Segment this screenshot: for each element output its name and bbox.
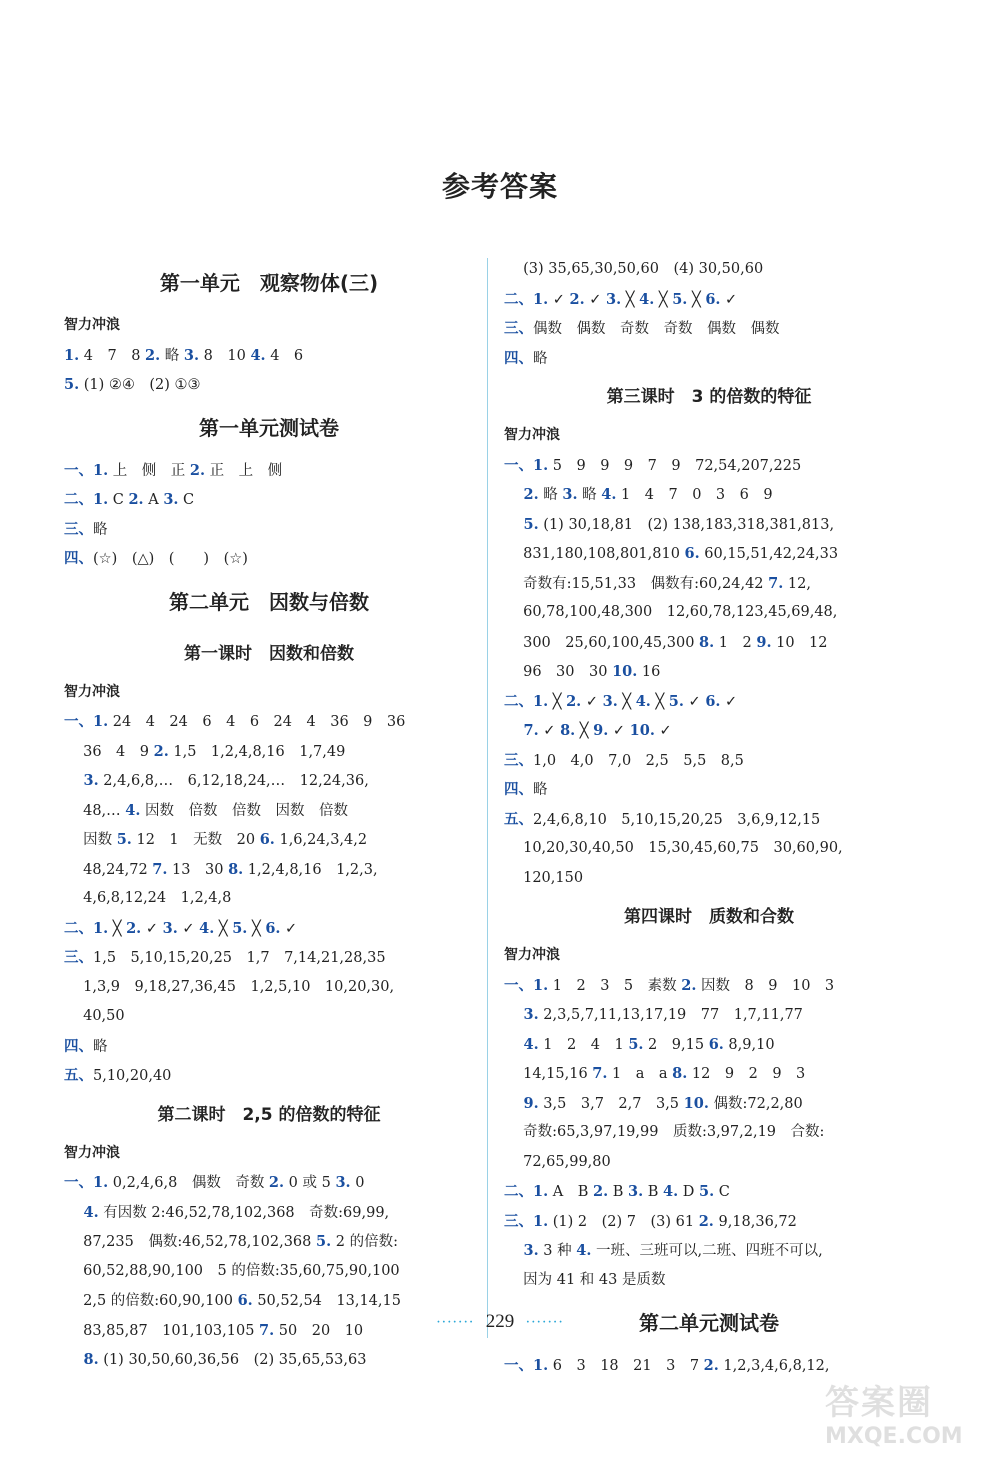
answer-text: 48,… [64, 802, 126, 819]
answer-line [64, 1061, 474, 1091]
question-number: 3. [504, 1006, 539, 1023]
answer-text: ╳ [247, 920, 266, 937]
answer-line [504, 746, 914, 776]
question-number: 2. [681, 976, 697, 994]
question-number: 5. [672, 290, 688, 308]
answer-line [504, 1118, 914, 1148]
question-number: 8. [64, 1351, 99, 1368]
answer-text: 1 4 7 0 3 6 9 [616, 487, 773, 503]
answer-text: ╳ [687, 291, 706, 308]
answer-line [64, 1032, 474, 1062]
answer-text: ✓ [538, 723, 561, 739]
answer-line [504, 598, 914, 628]
answer-line [64, 707, 474, 737]
question-number: 四、 [504, 781, 533, 798]
question-number: 3. [163, 491, 179, 508]
question-number: 7. [259, 1321, 275, 1339]
answer-text: B [608, 1184, 629, 1200]
question-number: 5. [699, 1183, 715, 1200]
question-number: 6. [259, 831, 275, 848]
answer-line [504, 1148, 914, 1178]
question-number: 四、 [504, 349, 533, 367]
answer-text: 8,9,10 [723, 1036, 775, 1053]
footer-dots-right: ······· [525, 1314, 564, 1331]
answer-text: D [678, 1184, 700, 1200]
answer-line [64, 766, 474, 796]
question-number: 2. [698, 1212, 714, 1230]
question-number: 8. [672, 1065, 688, 1082]
question-number: 3. [628, 1183, 644, 1200]
subsection-label: 智力冲浪 [64, 317, 120, 333]
answer-text: 50,52,54 13,14,15 [252, 1293, 401, 1309]
answer-line [64, 884, 474, 914]
answer-line [64, 1345, 474, 1375]
answer-text: 奇数:65,3,97,19,99 质数:3,97,2,19 合数: [504, 1124, 825, 1140]
answer-text: 12 9 2 9 3 [687, 1066, 806, 1082]
question-number: 3. [64, 772, 99, 789]
answer-line [504, 480, 914, 510]
answer-line [504, 255, 914, 285]
answer-text: 14,15,16 [504, 1066, 593, 1082]
answer-line [64, 456, 474, 486]
question-number: 7. [768, 574, 784, 592]
section-heading: 第二单元 因数与倍数 [169, 589, 369, 614]
page-footer [0, 1311, 1000, 1333]
footer-dots-left: ······· [436, 1314, 475, 1331]
watermark-line1: 答案圈 [825, 1383, 933, 1423]
answer-line [64, 515, 474, 545]
answer-line [504, 1207, 914, 1237]
question-number: 五、 [504, 810, 533, 828]
section-heading: 第二单元测试卷 [639, 1311, 779, 1335]
answer-line [504, 1177, 914, 1207]
question-number: 2. [593, 1183, 609, 1200]
answer-line [504, 1266, 914, 1296]
question-number: 3. [602, 692, 618, 710]
question-number: 二、1. [64, 919, 109, 937]
question-number: 8. [228, 860, 244, 878]
answer-text: 1,5 1,2,4,8,16 1,7,49 [168, 743, 346, 760]
answer-text: ╳ [108, 920, 127, 937]
answer-text: 16 [637, 664, 661, 680]
question-number: 2. [268, 1174, 285, 1191]
answer-text: 1,5 5,10,15,20,25 1,7 7,14,21,28,35 [93, 950, 386, 966]
question-number: 6. [237, 1292, 253, 1309]
answer-line [504, 569, 914, 599]
question-number: 4. [250, 346, 266, 364]
answer-text: 83,85,87 101,103,105 [64, 1322, 260, 1339]
question-number: 2. [126, 919, 142, 937]
answer-text: 略 [93, 521, 108, 538]
answer-text: 略 [93, 1038, 108, 1055]
answer-text: (1) 30,18,81 (2) 138,183,318,381,813, [538, 516, 835, 533]
answer-text: 略 [538, 487, 563, 503]
answer-text: 3,5 3,7 2,7 3,5 [538, 1095, 684, 1112]
answer-text: ╳ [214, 920, 233, 937]
answer-text: ╳ [617, 693, 636, 710]
answer-line [504, 1000, 914, 1030]
question-number: 2. [128, 491, 144, 508]
answer-line [504, 285, 914, 315]
answer-line [64, 1257, 474, 1287]
answer-text: 36 4 9 [64, 743, 154, 760]
answer-text: 略 [533, 782, 548, 798]
answer-text: 一班、三班可以,二班、四班不可以, [591, 1243, 823, 1259]
answer-text: 奇数有:15,51,33 偶数有:60,24,42 [504, 575, 769, 592]
answer-line [64, 544, 474, 574]
answer-text: 0,2,4,6,8 偶数 奇数 [108, 1175, 269, 1191]
answer-line [504, 716, 914, 746]
answer-text: 120,150 [504, 869, 584, 886]
answer-text: 2,4,6,8,… 6,12,18,24,… 12,24,36, [98, 773, 369, 789]
answer-text: 72,65,99,80 [504, 1153, 611, 1170]
question-number: 6. [705, 290, 721, 308]
question-number: 6. [708, 1035, 724, 1053]
question-number: 3. [562, 486, 578, 503]
section-heading: 第一单元测试卷 [199, 415, 339, 440]
answer-text: A [143, 492, 164, 508]
answer-text: (☆) (△) ( ) (☆) [93, 551, 248, 567]
answer-text: 0 [350, 1175, 365, 1191]
question-number: 10. [612, 663, 638, 680]
question-number: 二、1. [504, 1183, 549, 1200]
answer-text: 1,0 4,0 7,0 2,5 5,5 8,5 [533, 752, 744, 769]
question-number: 4. [64, 1203, 99, 1221]
question-number: 4. [199, 919, 215, 937]
answer-line [504, 451, 914, 481]
answer-text: 2,4,6,8,10 5,10,15,20,25 3,6,9,12,15 [533, 811, 821, 828]
page-title: 参考答案 [441, 170, 558, 203]
answer-text: 因数 [64, 832, 117, 848]
question-number: 二、1. [64, 491, 109, 508]
answer-text: ✓ [720, 693, 738, 710]
answer-line [504, 539, 914, 569]
answer-text: 2 9,15 [643, 1036, 709, 1053]
answer-text: 10,20,30,40,50 15,30,45,60,75 30,60,90, [504, 840, 843, 856]
column-divider [487, 258, 488, 1338]
answer-line [64, 825, 474, 855]
question-number: 一、1. [64, 1174, 109, 1191]
answer-text: 1,2,4,8,16 1,2,3, [243, 861, 378, 878]
answer-text: 因数 8 9 10 3 [696, 977, 835, 994]
answer-text: ✓ [584, 291, 607, 308]
answer-line [504, 687, 914, 717]
question-number: 4. [601, 486, 617, 503]
answer-text: 8 10 [199, 347, 251, 364]
answer-line [64, 855, 474, 885]
question-number: 7. [152, 860, 168, 878]
answer-line [64, 796, 474, 826]
question-number: 6. [684, 545, 700, 562]
answer-text: (3) 35,65,30,50,60 (4) 30,50,60 [504, 261, 764, 277]
answer-text: ✓ [654, 723, 672, 739]
answer-line [64, 973, 474, 1003]
question-number: 4. [663, 1183, 679, 1200]
answer-text: 略 [577, 487, 602, 503]
answer-text: 5 9 9 9 7 9 72,54,207,225 [548, 457, 802, 474]
question-number: 10. [683, 1094, 709, 1112]
answer-text: 60,52,88,90,100 5 的倍数:35,60,75,90,100 [64, 1262, 400, 1279]
question-number: 三、 [64, 520, 93, 538]
question-number: 5. [668, 692, 684, 710]
answer-text: 上 侧 正 [108, 462, 190, 479]
answer-text: ✓ [177, 920, 200, 937]
answer-line [504, 834, 914, 864]
answer-text: ✓ [548, 291, 570, 308]
answer-text: 2,5 的倍数:60,90,100 [64, 1293, 238, 1309]
answer-text: 0 或 5 [284, 1175, 336, 1191]
answer-text: 12 1 无数 20 [131, 832, 260, 848]
question-number: 9. [756, 633, 772, 651]
answer-line [64, 341, 474, 371]
answer-text: ✓ [720, 291, 738, 308]
question-number: 2. [569, 290, 585, 308]
watermark-line2: MXQE.COM [825, 1424, 963, 1449]
answer-text: 12, [783, 575, 811, 592]
answer-text: 1 2 3 5 素数 [548, 977, 682, 994]
answer-text: 50 20 10 [274, 1322, 364, 1339]
answer-text: 1 a a [607, 1066, 673, 1082]
question-number: 6. [265, 919, 281, 937]
section-heading: 第一单元 观察物体(三) [159, 271, 379, 295]
question-number: 二、1. [504, 290, 549, 308]
answer-text: 1 2 4 1 [538, 1036, 629, 1053]
answer-text: 1,2,3,4,6,8,12, [718, 1358, 830, 1374]
answer-text: 正 上 侧 [205, 462, 283, 479]
answer-text: 偶数 偶数 奇数 奇数 偶数 偶数 [533, 321, 780, 337]
answer-text: 略 [533, 350, 548, 367]
answer-text: 因数 倍数 倍数 因数 倍数 [140, 802, 349, 819]
question-number: 一、1. [504, 1357, 549, 1374]
answer-text: ╳ [650, 693, 669, 710]
question-number: 6. [705, 692, 721, 710]
answer-line [64, 1198, 474, 1228]
question-number: 2. [189, 461, 205, 479]
question-number: 4. [125, 801, 141, 819]
answer-text: ✓ [280, 920, 298, 937]
question-number: 三、 [504, 320, 533, 337]
watermark-logo [825, 1375, 995, 1455]
question-number: 4. [635, 692, 651, 710]
answer-text: A B [548, 1184, 593, 1200]
question-number: 三、 [504, 751, 533, 769]
question-number: 一、1. [504, 456, 549, 474]
answer-text: 96 30 30 [504, 664, 613, 680]
question-number: 4. [576, 1242, 592, 1259]
question-number: 五、 [64, 1067, 93, 1084]
question-number: 三、1. [504, 1212, 549, 1230]
question-number: 3. [335, 1174, 351, 1191]
answer-line [504, 1059, 914, 1089]
answer-line [504, 628, 914, 658]
answer-text: ╳ [654, 291, 673, 308]
answer-text: 831,180,108,801,810 [504, 546, 685, 562]
question-number: 5. [628, 1035, 644, 1053]
question-number: 3. [606, 290, 622, 308]
answer-text: 60,78,100,48,300 12,60,78,123,45,69,48, [504, 604, 838, 620]
answer-text: 4 6 [265, 347, 304, 364]
answer-text: 1 2 [714, 634, 757, 651]
answer-line [504, 775, 914, 805]
answer-text: 40,50 [64, 1008, 125, 1024]
answer-text: 有因数 2:46,52,78,102,368 奇数:69,99, [98, 1204, 390, 1221]
answer-line [504, 510, 914, 540]
question-number: 3. [504, 1242, 539, 1259]
question-number: 9. [593, 722, 609, 739]
question-number: 5. [64, 376, 80, 393]
section-heading: 第三课时 3 的倍数的特征 [606, 387, 812, 407]
question-number: 一、1. [504, 976, 549, 994]
answer-text: ✓ [141, 920, 163, 937]
question-number: 一、1. [64, 713, 109, 730]
answer-text: 偶数:72,2,80 [708, 1095, 803, 1112]
answer-line [504, 805, 914, 835]
answer-line [504, 1030, 914, 1060]
answer-text: 10 12 [771, 634, 828, 651]
answer-line [504, 1089, 914, 1119]
subsection-label: 智力冲浪 [64, 683, 120, 700]
answer-text: 48,24,72 [64, 861, 153, 878]
question-number: 2. [703, 1357, 719, 1374]
answer-line [504, 657, 914, 687]
answer-text: 4,6,8,12,24 1,2,4,8 [64, 890, 232, 906]
answer-text: 9,18,36,72 [713, 1213, 797, 1230]
answer-text: 略 [160, 347, 184, 364]
answer-text: ✓ [581, 693, 603, 710]
question-number: 3. [162, 919, 178, 937]
answer-text: (1) 2 (2) 7 (3) 61 [548, 1213, 699, 1230]
answer-text: 60,15,51,42,24,33 [699, 546, 839, 562]
answer-line [64, 1227, 474, 1257]
answer-text: 6 3 18 21 3 7 [548, 1358, 704, 1374]
question-number: 2. [153, 742, 169, 760]
question-number: 1. [64, 346, 80, 364]
answer-text: C [108, 492, 129, 508]
answer-text: 87,235 偶数:46,52,78,102,368 [64, 1234, 316, 1250]
question-number: 7. [592, 1065, 608, 1082]
question-number: 3. [183, 346, 200, 364]
question-number: 一、1. [64, 461, 109, 479]
page-number: 229 [485, 1311, 515, 1332]
answer-line [64, 370, 474, 400]
answer-line [504, 344, 914, 374]
question-number: 8. [560, 722, 576, 739]
answer-text: 300 25,60,100,45,300 [504, 634, 700, 651]
answer-text: (1) ②④ (2) ①③ [79, 377, 201, 393]
answer-text: 1,3,9 9,18,27,36,45 1,2,5,10 10,20,30, [64, 978, 395, 995]
answer-line [64, 1168, 474, 1198]
right-column [504, 255, 914, 1381]
subsection-label: 智力冲浪 [504, 947, 560, 963]
answer-text: 24 4 24 6 4 6 24 4 36 9 36 [108, 714, 406, 730]
answer-line [64, 737, 474, 767]
answer-line [64, 914, 474, 944]
question-number: 2. [145, 346, 161, 364]
answer-line [64, 1002, 474, 1032]
answer-text: 1,6,24,3,4,2 [274, 832, 368, 848]
answer-text: 2 的倍数: [331, 1234, 398, 1250]
subsection-label: 智力冲浪 [504, 427, 560, 443]
answer-text: B [643, 1184, 664, 1200]
answer-text: 3 种 [538, 1243, 577, 1259]
section-heading: 第一课时 因数和倍数 [184, 643, 354, 664]
question-number: 9. [504, 1094, 539, 1112]
section-heading: 第四课时 质数和合数 [624, 907, 794, 927]
answer-text: ✓ [608, 723, 630, 739]
answer-text: ╳ [621, 291, 640, 308]
answer-line [64, 943, 474, 973]
question-number: 三、 [64, 949, 93, 966]
answer-text: 13 30 [167, 861, 229, 878]
question-number: 10. [629, 722, 655, 739]
subsection-label: 智力冲浪 [64, 1144, 120, 1161]
answer-text: ╳ [548, 693, 567, 710]
answer-line [504, 864, 914, 894]
question-number: 四、 [64, 550, 93, 567]
section-heading: 第二课时 2,5 的倍数的特征 [157, 1104, 381, 1125]
question-number: 4. [639, 290, 655, 308]
left-column [64, 255, 474, 1375]
question-number: 四、 [64, 1037, 93, 1055]
question-number: 8. [699, 633, 715, 651]
answer-text: C [178, 492, 195, 508]
answer-text: C [714, 1184, 730, 1200]
answer-text: ✓ [683, 693, 706, 710]
question-number: 二、1. [504, 692, 549, 710]
answer-text: 2,3,5,7,11,13,17,19 77 1,7,11,77 [538, 1007, 803, 1023]
answer-text: 4 7 8 [79, 347, 146, 364]
answer-line [64, 485, 474, 515]
answer-line [504, 971, 914, 1001]
answer-text: ╳ [575, 723, 594, 739]
question-number: 4. [504, 1035, 539, 1053]
answer-text: (1) 30,50,60,36,56 (2) 35,65,53,63 [98, 1352, 367, 1368]
question-number: 5. [504, 515, 539, 533]
question-number: 5. [232, 919, 248, 937]
question-number: 5. [315, 1233, 332, 1250]
question-number: 7. [504, 722, 539, 739]
answer-text: 5,10,20,40 [93, 1068, 172, 1084]
answer-line [504, 314, 914, 344]
question-number: 5. [116, 831, 132, 848]
question-number: 2. [566, 692, 582, 710]
answer-line [504, 1236, 914, 1266]
question-number: 2. [504, 486, 539, 503]
answer-text: 因为 41 和 43 是质数 [504, 1271, 666, 1288]
